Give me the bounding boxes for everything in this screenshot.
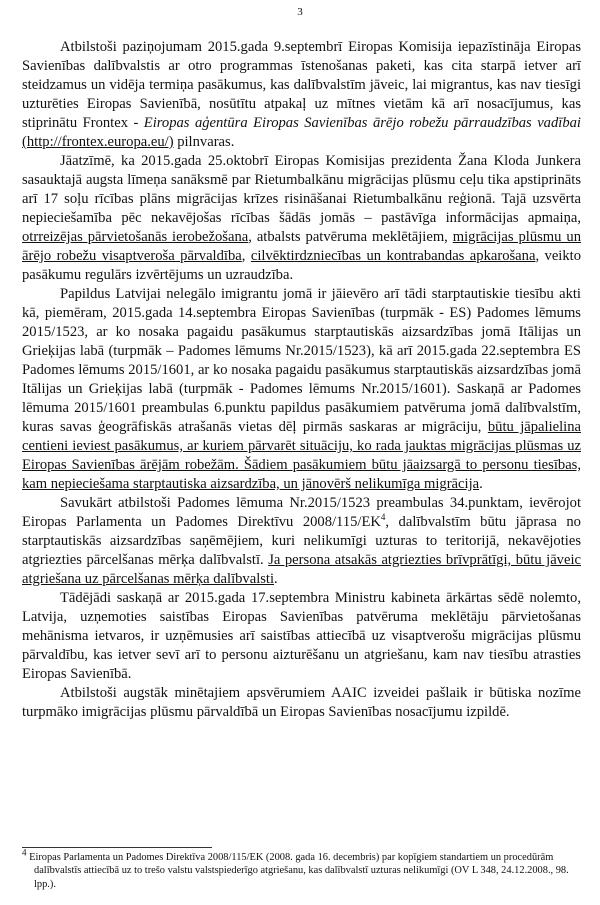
paragraph-4-text: , dalībvalstīm būtu jāprasa no starptautiskās aizsardzības saņēmējiem, kuri nelikumīgi uzturas to teritorijā, nekavējoties atgriezties pārcelšanas mērķa dalībvalstī. — [22, 514, 581, 568]
footnote — [22, 847, 581, 891]
frontex-link[interactable]: (http://frontex.europa.eu/) — [22, 134, 174, 150]
paragraph-5-text: Tādējādi saskaņā ar 2015.gada 17.septembra Ministru kabineta ārkārtas sēdē nolemto, Latvija, uzņemoties saistības Eiropas Savienības patvēruma meklētāju pārvietošanas mehānisma ietvaros, ir uzņēmusies arī saistības attiecībā uz visaptverošu migrācijas plūsmu pārvaldību, kas ietver sevī arī to personu aizturēšanu un atgriešanu, kam nav tiesību atrasties Eiropas Savienībā. — [22, 590, 581, 682]
underlined-phrase: migrācijas plūsmu un ārējo robežu visaptveroša pārvaldība — [22, 229, 581, 264]
paragraph-3-text: . — [479, 476, 483, 492]
paragraph-1-tail: pilnvaras. — [173, 134, 235, 150]
frontex-agency-name: Eiropas aģentūra Eiropas Savienības ārējo robežu pārraudzības vadībai — [143, 115, 581, 131]
underlined-phrase: otrreizējas pārvietošanās ierobežošana — [22, 229, 249, 245]
paragraph-2-text: Jāatzīmē, ka 2015.gada 25.oktobrī Eiropas Komisijas prezidenta Žana Kloda Junkera sasauktajā augsta līmeņa sanāksmē par Rietumbalkānu migrācijas plūsmu ceļu tika apstiprināts arī 17 soļu rīcības plāns migrācijas krīzes risināšanai Rietumbalkānu reģionā. Tajā uzsvērta nepieciešamība pēc nekavējošas rīcības šādās jomās – pastāvīga informācijas apmaiņa, — [22, 153, 581, 226]
underlined-phrase: būtu jāpalielina centieni ieviest pasākumus, ar kuriem pārvarēt situāciju, ko rada jauktas migrācijas plūsmas uz Eiropas Savienības ārējām robežām. Šādiem pasākumiem būtu jāaizsargā to personu tiesības, kam nepieciešama starptautiska aizsardzība, un jānovērš nelikumīga migrācija — [22, 419, 582, 492]
paragraph-1-text: Atbilstoši paziņojumam 2015.gada 9.septembrī Eiropas Komisija iepazīstināja Eiropas Savienības dalībvalstis ar otro programmas īstenošanas paketi, kas cita starpā ietver arī steidzamus un vidēja termiņa pasākumus, kas dalībvalstīm jāveic, lai migrantus, kas nav tiesīgi uzturēties Eiropas Savienībā, nosūtītu atpakaļ uz mītnes vietām kā arī nosacījumus, kas stiprinātu Frontex - — [22, 39, 581, 131]
footnote-reference[interactable]: 4 — [380, 512, 386, 523]
underlined-phrase: Ja persona atsakās atgriezties brīvprātīgi, būtu jāveic atgriešana uz pārcelšanas mērķa dalībvalsti — [22, 552, 581, 587]
footnote-marker: 4 — [22, 847, 27, 858]
footnote-4 — [22, 847, 581, 891]
paragraph-4 — [22, 494, 581, 589]
paragraph-2-text: , — [241, 248, 251, 264]
underlined-phrase: cilvēktirdzniecības un kontrabandas apkarošana — [250, 248, 536, 264]
paragraph-6-text: Atbilstoši augstāk minētajiem apsvērumiem AAIC izveidei pašlaik ir būtiska nozīme turpmāko imigrācijas plūsmu pārvaldībā un Eiropas Savienības nosacījumu izpildē. — [22, 685, 581, 720]
page-number: 3 — [297, 6, 303, 18]
paragraph-4-text: . — [274, 571, 278, 587]
paragraph-3-text: Papildus Latvijai nelegālo imigrantu jomā ir jāievēro arī tādi starptautiskie tiesību akti kā, piemēram, 2015.gada 14.septembra Eiropas Savienības (turpmāk - ES) Padomes lēmums 2015/1523, ar ko nosaka pagaidu pasākumus starptautiskās aizsardzības jomā Itālijas un Grieķijas labā (turpmāk – Padomes lēmums Nr.2015/1523), kā arī 2015.gada 22.septembra ES Padomes lēmums 2015/1601, ar ko nosaka pagaidu pasākumus starptautiskās aizsardzības jomā Itālijas un Grieķijas labā (turpmāk - Padomes lēmums Nr.2015/1601). Saskaņā ar Padomes lēmuma 2015/1601 preambulas 6.punktu papildus pasākumiem patvēruma jomā dalībvalstīm, kuras savas ģeogrāfiskās atrašanās vietas dēļ pirmās saskaras ar migrāciju, — [22, 286, 581, 435]
paragraph-6 — [22, 684, 581, 722]
paragraph-3 — [22, 285, 581, 494]
paragraph-5 — [22, 589, 581, 684]
document-body — [22, 38, 581, 722]
paragraph-4-text: Savukārt atbilstoši Padomes lēmuma Nr.2015/1523 preambulas 34.punktam, ievērojot Eiropas Parlamenta un Padomes Direktīvu 2008/115/EK — [22, 495, 581, 530]
paragraph-2-text: , atbalsts patvēruma meklētājiem, — [248, 229, 453, 245]
paragraph-2 — [22, 152, 581, 285]
footnote-divider — [22, 847, 212, 848]
footnote-text: Eiropas Parlamenta un Padomes Direktīva 2008/115/EK (2008. gada 16. decembris) par kopīgiem standartiem un procedūrām dalībvalstīs attiecībā uz to trešo valstu valstspiederīgo atgriešanu, kas dalībvalstī uzturas nelikumīgi (OV L 348, 24.12.2008., 98. lpp.). — [26, 852, 569, 890]
paragraph-2-text: , veikto pasākumu regulārs izvērtējums un uzraudzība. — [22, 248, 582, 283]
paragraph-1 — [22, 38, 581, 152]
